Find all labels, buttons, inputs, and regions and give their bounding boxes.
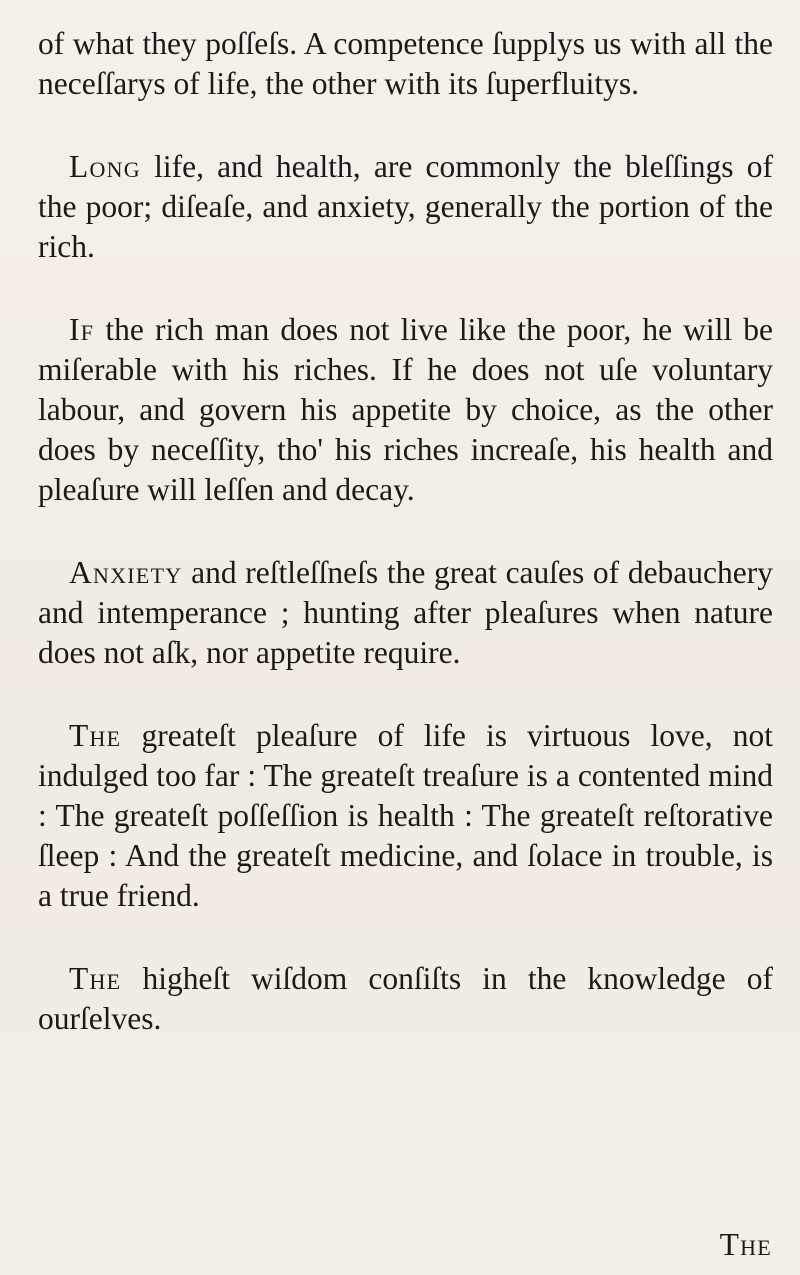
paragraph-body: of what they poſſeſs. A competence ſupplys us with all the neceſſarys of life, the other with its ſuperfluitys. bbox=[38, 26, 773, 101]
paragraph-4 bbox=[38, 553, 773, 673]
paragraph-lead: The bbox=[69, 961, 122, 996]
paragraph-body: greateſt pleaſure of life is virtuous love, not indulged too far : The greateſt treaſure is a contented mind : The greateſt poſſeſſion is health : The greateſt reſtorative ſleep : And the greateſt medicine, and ſolace in trouble, is a true friend. bbox=[38, 718, 773, 913]
paragraph-5 bbox=[38, 716, 773, 916]
paragraph-6 bbox=[38, 959, 773, 1039]
paragraph-1 bbox=[38, 24, 773, 104]
paragraph-lead: Long bbox=[69, 149, 141, 184]
paragraph-lead: If bbox=[69, 312, 95, 347]
paragraph-lead: The bbox=[69, 718, 122, 753]
paragraph-3 bbox=[38, 310, 773, 510]
paragraph-body: the rich man does not live like the poor, he will be miſerable with his riches. If he does not uſe voluntary labour, and govern his appetite by choice, as the other does by neceſſity, tho' his riches increaſe, his health and pleaſure will leſſen and decay. bbox=[38, 312, 773, 507]
page-text bbox=[38, 24, 773, 1082]
paragraph-2 bbox=[38, 147, 773, 267]
paragraph-body: higheſt wiſdom conſiſts in the knowledge of ourſelves. bbox=[38, 961, 773, 1036]
catchword: The bbox=[719, 1227, 772, 1262]
paragraph-body: and reſtleſſneſs the great cauſes of debauchery and intemperance ; hunting after pleaſures when nature does not aſk, nor appetite require. bbox=[38, 555, 773, 670]
paragraph-lead: Anxiety bbox=[69, 555, 183, 590]
paragraph-body: life, and health, are commonly the bleſſings of the poor; diſeaſe, and anxiety, generally the portion of the rich. bbox=[38, 149, 773, 264]
